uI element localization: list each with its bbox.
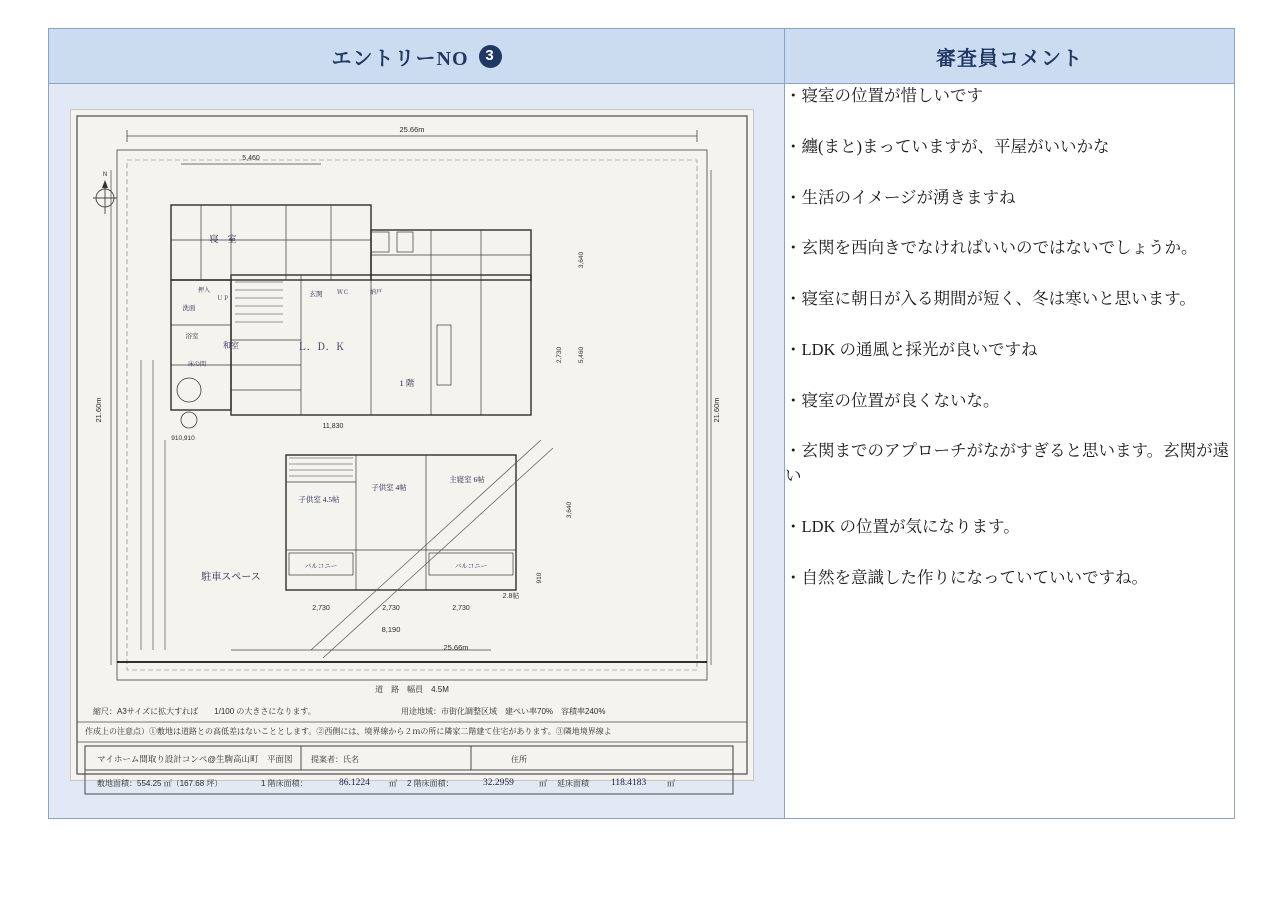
list-item: ・寝室の位置が良くないな。 <box>785 390 1000 410</box>
plan-note-caution: 作成上の注意点）①敷地は道路との高低差はないこととします。②西側には、境界線から２ｍの所に隣家二階建て住宅があります。③隣地境界線よ <box>85 727 612 736</box>
title-block-title: マイホーム間取り設計コンペ@生駒高山町 平面図 <box>97 754 293 764</box>
room-label-ldk: Ｌ．Ｄ．Ｋ <box>297 343 345 353</box>
dim-top-overall: 25.66m <box>399 125 425 134</box>
title-block-2f-label: 2 階床面積： <box>407 779 454 788</box>
dim-right-1: 3,640 <box>578 251 585 269</box>
title-block-2f-unit: ㎡ <box>539 779 547 788</box>
room-label-bedroom: 寝 室 <box>209 234 237 244</box>
entry-no-label: エントリーNO <box>331 47 469 70</box>
plan-note-zoning: 用途地域：市街化調整区域 建ぺい率70% 容積率240% <box>401 707 606 716</box>
entry-number-badge: 3 <box>479 45 502 68</box>
dim-bottom-4: 8,190 <box>381 625 401 634</box>
room-label-japanese-room: 和室 <box>223 341 239 350</box>
dim-bottom-3: 2,730 <box>452 605 470 612</box>
title-block-proposer: 提案者：氏名 <box>311 755 359 764</box>
title-block-total-unit: ㎡ <box>667 779 675 788</box>
dim-bottom-5: 2.8帖 <box>502 593 520 600</box>
title-block-1f-value: 86.1224 <box>339 778 370 788</box>
floor-plan-cell <box>49 84 785 819</box>
floor-plan-drawing <box>71 110 753 788</box>
label-first-floor: 1 階 <box>399 378 415 388</box>
list-item: ・生活のイメージが湧きますね <box>785 187 1016 207</box>
title-block-2f-value: 32.2959 <box>483 778 514 788</box>
title-block-address: 住所 <box>511 755 527 764</box>
room-label-kids-room-1: 子供室 4.5帖 <box>298 495 340 504</box>
title-block-total-label: 延床面積 <box>557 779 589 788</box>
dim-bottom-overall: 25.66m <box>443 643 469 652</box>
dim-right-3: 2,730 <box>556 346 563 364</box>
room-label-master-bedroom: 主寝室 6帖 <box>449 475 485 484</box>
title-block-total-value: 118.4183 <box>611 778 647 788</box>
title-block-1f-unit: ㎡ <box>389 779 397 788</box>
list-item: ・玄関までのアプローチがながすぎると思います。玄関が遠い <box>785 441 1230 485</box>
list-item: ・玄関を西向きでなければいいのではないでしょうか。 <box>785 238 1198 258</box>
room-label-parking: 駐車スペース <box>201 572 261 583</box>
list-item: ・LDK の通風と採光が良いですね <box>785 339 1038 359</box>
dim-bottom-1: 2,730 <box>312 605 330 612</box>
comments-cell <box>785 84 1235 819</box>
room-label-washroom: 洗面 <box>182 305 196 312</box>
room-label-wc: ＷＣ <box>336 290 350 296</box>
room-label-entrance: 玄関 <box>309 291 323 298</box>
list-item: ・寝室に朝日が入る期間が短く、冬は寒いと思います。 <box>785 289 1196 308</box>
room-label-kids-room-2: 子供室 4帖 <box>371 483 407 492</box>
plan-note-scale: 縮尺：A3サイズに拡大すれば 1/100 の大きさになります。 <box>93 707 316 716</box>
dim-right-overall: 21.60m <box>712 397 721 423</box>
entry-header-cell <box>49 29 785 84</box>
room-label-alcove: 床の間 <box>187 362 207 368</box>
room-label-bath: 浴室 <box>185 333 199 340</box>
list-item: ・寝室の位置が惜しいです <box>785 86 983 105</box>
dim-right-5: 910 <box>536 572 543 584</box>
room-label-up: ＵＰ <box>216 296 230 302</box>
dim-right-4: 3,640 <box>566 501 573 519</box>
room-label-balcony-1: バルコニー <box>304 563 338 570</box>
dim-left-overall: 21.60m <box>94 397 103 423</box>
dim-inner-1: 11,830 <box>322 423 344 430</box>
svg-text:N: N <box>102 172 108 178</box>
list-item: ・纏(まと)まっていますが、平屋がいいかな <box>785 136 1110 156</box>
comments-header-label: 審査員コメント <box>936 47 1083 70</box>
dim-top-inner: 5,460 <box>242 155 260 162</box>
dim-inner-2: 910,910 <box>171 435 195 442</box>
entry-comparison-table <box>48 28 1235 819</box>
title-block-site-area: 敷地面積：554.25 ㎡（167.68 坪） <box>97 779 223 788</box>
title-block-1f-label: 1 階床面積： <box>261 779 308 788</box>
dim-right-2: 5,460 <box>578 346 585 364</box>
room-label-storage: 納戸 <box>369 290 383 296</box>
floor-plan-image <box>71 110 753 788</box>
table-header-row <box>49 29 1235 84</box>
list-item: ・自然を意識した作りになっていていいですね。 <box>785 567 1148 587</box>
comments-header-cell <box>785 29 1235 84</box>
table-body-row <box>49 84 1235 819</box>
plan-note-road: 道 路 幅員 4.5M <box>375 685 449 694</box>
list-item: ・LDK の位置が気になります。 <box>785 516 1020 536</box>
dim-bottom-2: 2,730 <box>382 605 400 612</box>
comments-list <box>785 84 1234 590</box>
room-label-balcony-2: バルコニー <box>454 563 488 570</box>
room-label-closet: 押入 <box>197 288 211 294</box>
